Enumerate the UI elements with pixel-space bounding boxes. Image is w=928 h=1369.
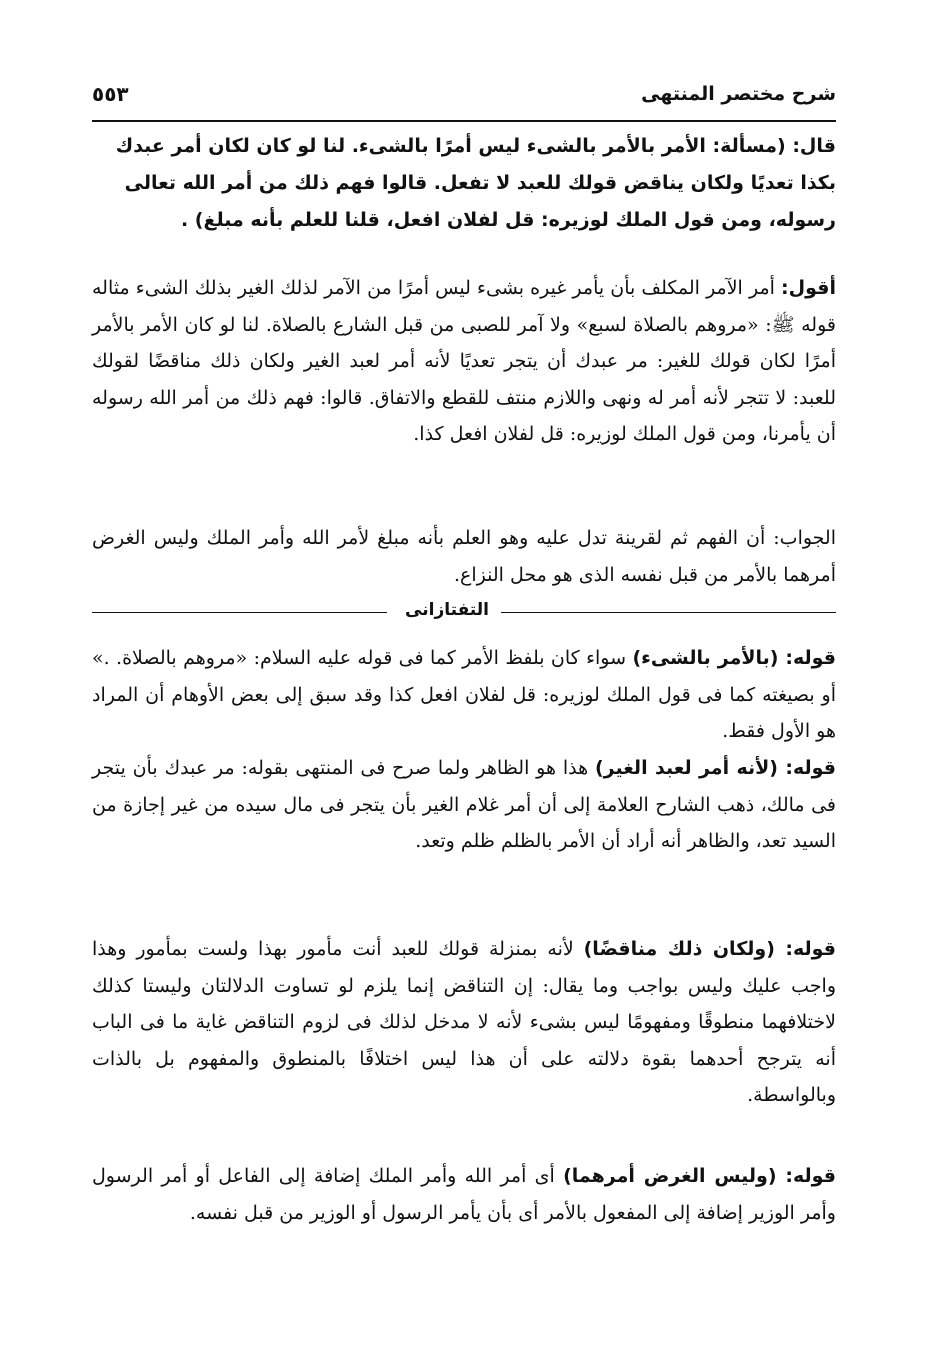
sharh-block (92, 270, 836, 453)
book-page (92, 60, 836, 1350)
sharh-text: أمر الآمر المكلف بأن يأمر غيره بشىء ليس أمرًا من الآمر لذلك الغير بذلك الشىء مثاله قوله ﷺ: «مروهم بالصلاة لسبع» ولا آمر للصبى من قبل الشارع بالصلاة. لنا لو كان الأمر بالأمر أمرًا لكان قولك للغير: مر عبدك أن يتجر تعديًا لأنه أمر لعبد الغير ولكان ذلك مناقضًا لقولك للعبد: لا تتجر لأنه أمر له ونهى واللازم منتف للقطع والاتفاق. قالوا: فهم ذلك من أمر الله رسوله أن يأمرنا، ومن قول الملك لوزيره: قل لفلان افعل كذا. (92, 277, 836, 445)
note-paragraph (92, 1158, 836, 1231)
note-block-2 (92, 750, 836, 860)
matn-line: قال: (مسألة: الأمر بالأمر بالشىء ليس أمرًا بالشىء. لنا لو كان لكان أمر عبدك (115, 135, 836, 157)
note-text: لأنه بمنزلة قولك للعبد أنت مأمور بهذا ولست بمأمور وهذا واجب عليك وليس بواجب وما يقال: إن التناقض إنما يلزم لو تساوت الدلالتان وليستا كذلك لاختلافهما منطوقًا ومفهومًا ليس بشىء لأنه لا مدخل لذلك فى لزوم التناقض غاية ما فى الباب أنه يترجح أحدهما بقوة دلالته على أن هذا ليس اختلافًا بالمنطوق والمفهوم بل بالذات وبالواسطة. (92, 938, 836, 1106)
divider-label: التفتازانى (405, 600, 489, 620)
note-block-4 (92, 1158, 836, 1231)
running-title: شرح مختصر المنتهى (641, 83, 836, 105)
matn-block (92, 128, 836, 239)
matn-line: رسوله، ومن قول الملك لوزيره: قل لفلان افعل، قلنا للعلم بأنه مبلغ) . (180, 209, 836, 231)
note-paragraph (92, 750, 836, 860)
note-text: سواء كان بلفظ الأمر كما فى قوله عليه السلام: «مروهم بالصلاة. .» أو بصيغته كما فى قول الملك لوزيره: قل لفلان افعل كذا وقد سبق إلى بعض الأوهام أن المراد هو الأول فقط. (92, 647, 836, 742)
note-lead: قوله: (بالأمر بالشىء) (632, 647, 836, 669)
note-lead: قوله: (لأنه أمر لعبد الغير) (594, 757, 836, 779)
divider-line-left (92, 612, 387, 613)
matn-line: بكذا تعديًا ولكان يناقض قولك للعبد لا تفعل. قالوا فهم ذلك من أمر الله تعالى (124, 172, 836, 194)
note-block-1 (92, 640, 836, 750)
page-number: ٥٥٣ (92, 82, 129, 106)
note-text: هذا هو الظاهر ولما صرح فى المنتهى بقوله: مر عبدك بأن يتجر فى مالك، ذهب الشارح العلامة إلى أن أمر غلام الغير بأن يتجر فى مال سيده من غير إجازة من السيد تعد، والظاهر أنه أراد أن الأمر بالظلم ظلم وتعد. (92, 757, 836, 852)
note-paragraph (92, 931, 836, 1114)
note-text: أى أمر الله وأمر الملك إضافة إلى الفاعل أو أمر الرسول وأمر الوزير إضافة إلى المفعول بالأمر أى بأن يأمر الرسول أو الوزير من قبل نفسه. (92, 1165, 836, 1224)
header-rule (92, 120, 836, 122)
jawab-block (92, 520, 836, 593)
note-block-3 (92, 931, 836, 1114)
note-lead: قوله: (وليس الغرض أمرهما) (563, 1165, 837, 1187)
note-lead: قوله: (ولكان ذلك مناقضًا) (583, 938, 836, 960)
page-header (92, 74, 836, 114)
jawab-paragraph: الجواب: أن الفهم ثم لقرينة تدل عليه وهو العلم بأنه مبلغ لأمر الله وأمر الملك وليس الغرض أمرهما بالأمر من قبل نفسه الذى هو محل النزاع. (92, 527, 836, 586)
sharh-lead: أقول: (781, 277, 836, 299)
divider-line-right (501, 612, 836, 613)
section-divider (92, 600, 836, 624)
note-paragraph (92, 640, 836, 750)
sharh-paragraph (92, 270, 836, 453)
